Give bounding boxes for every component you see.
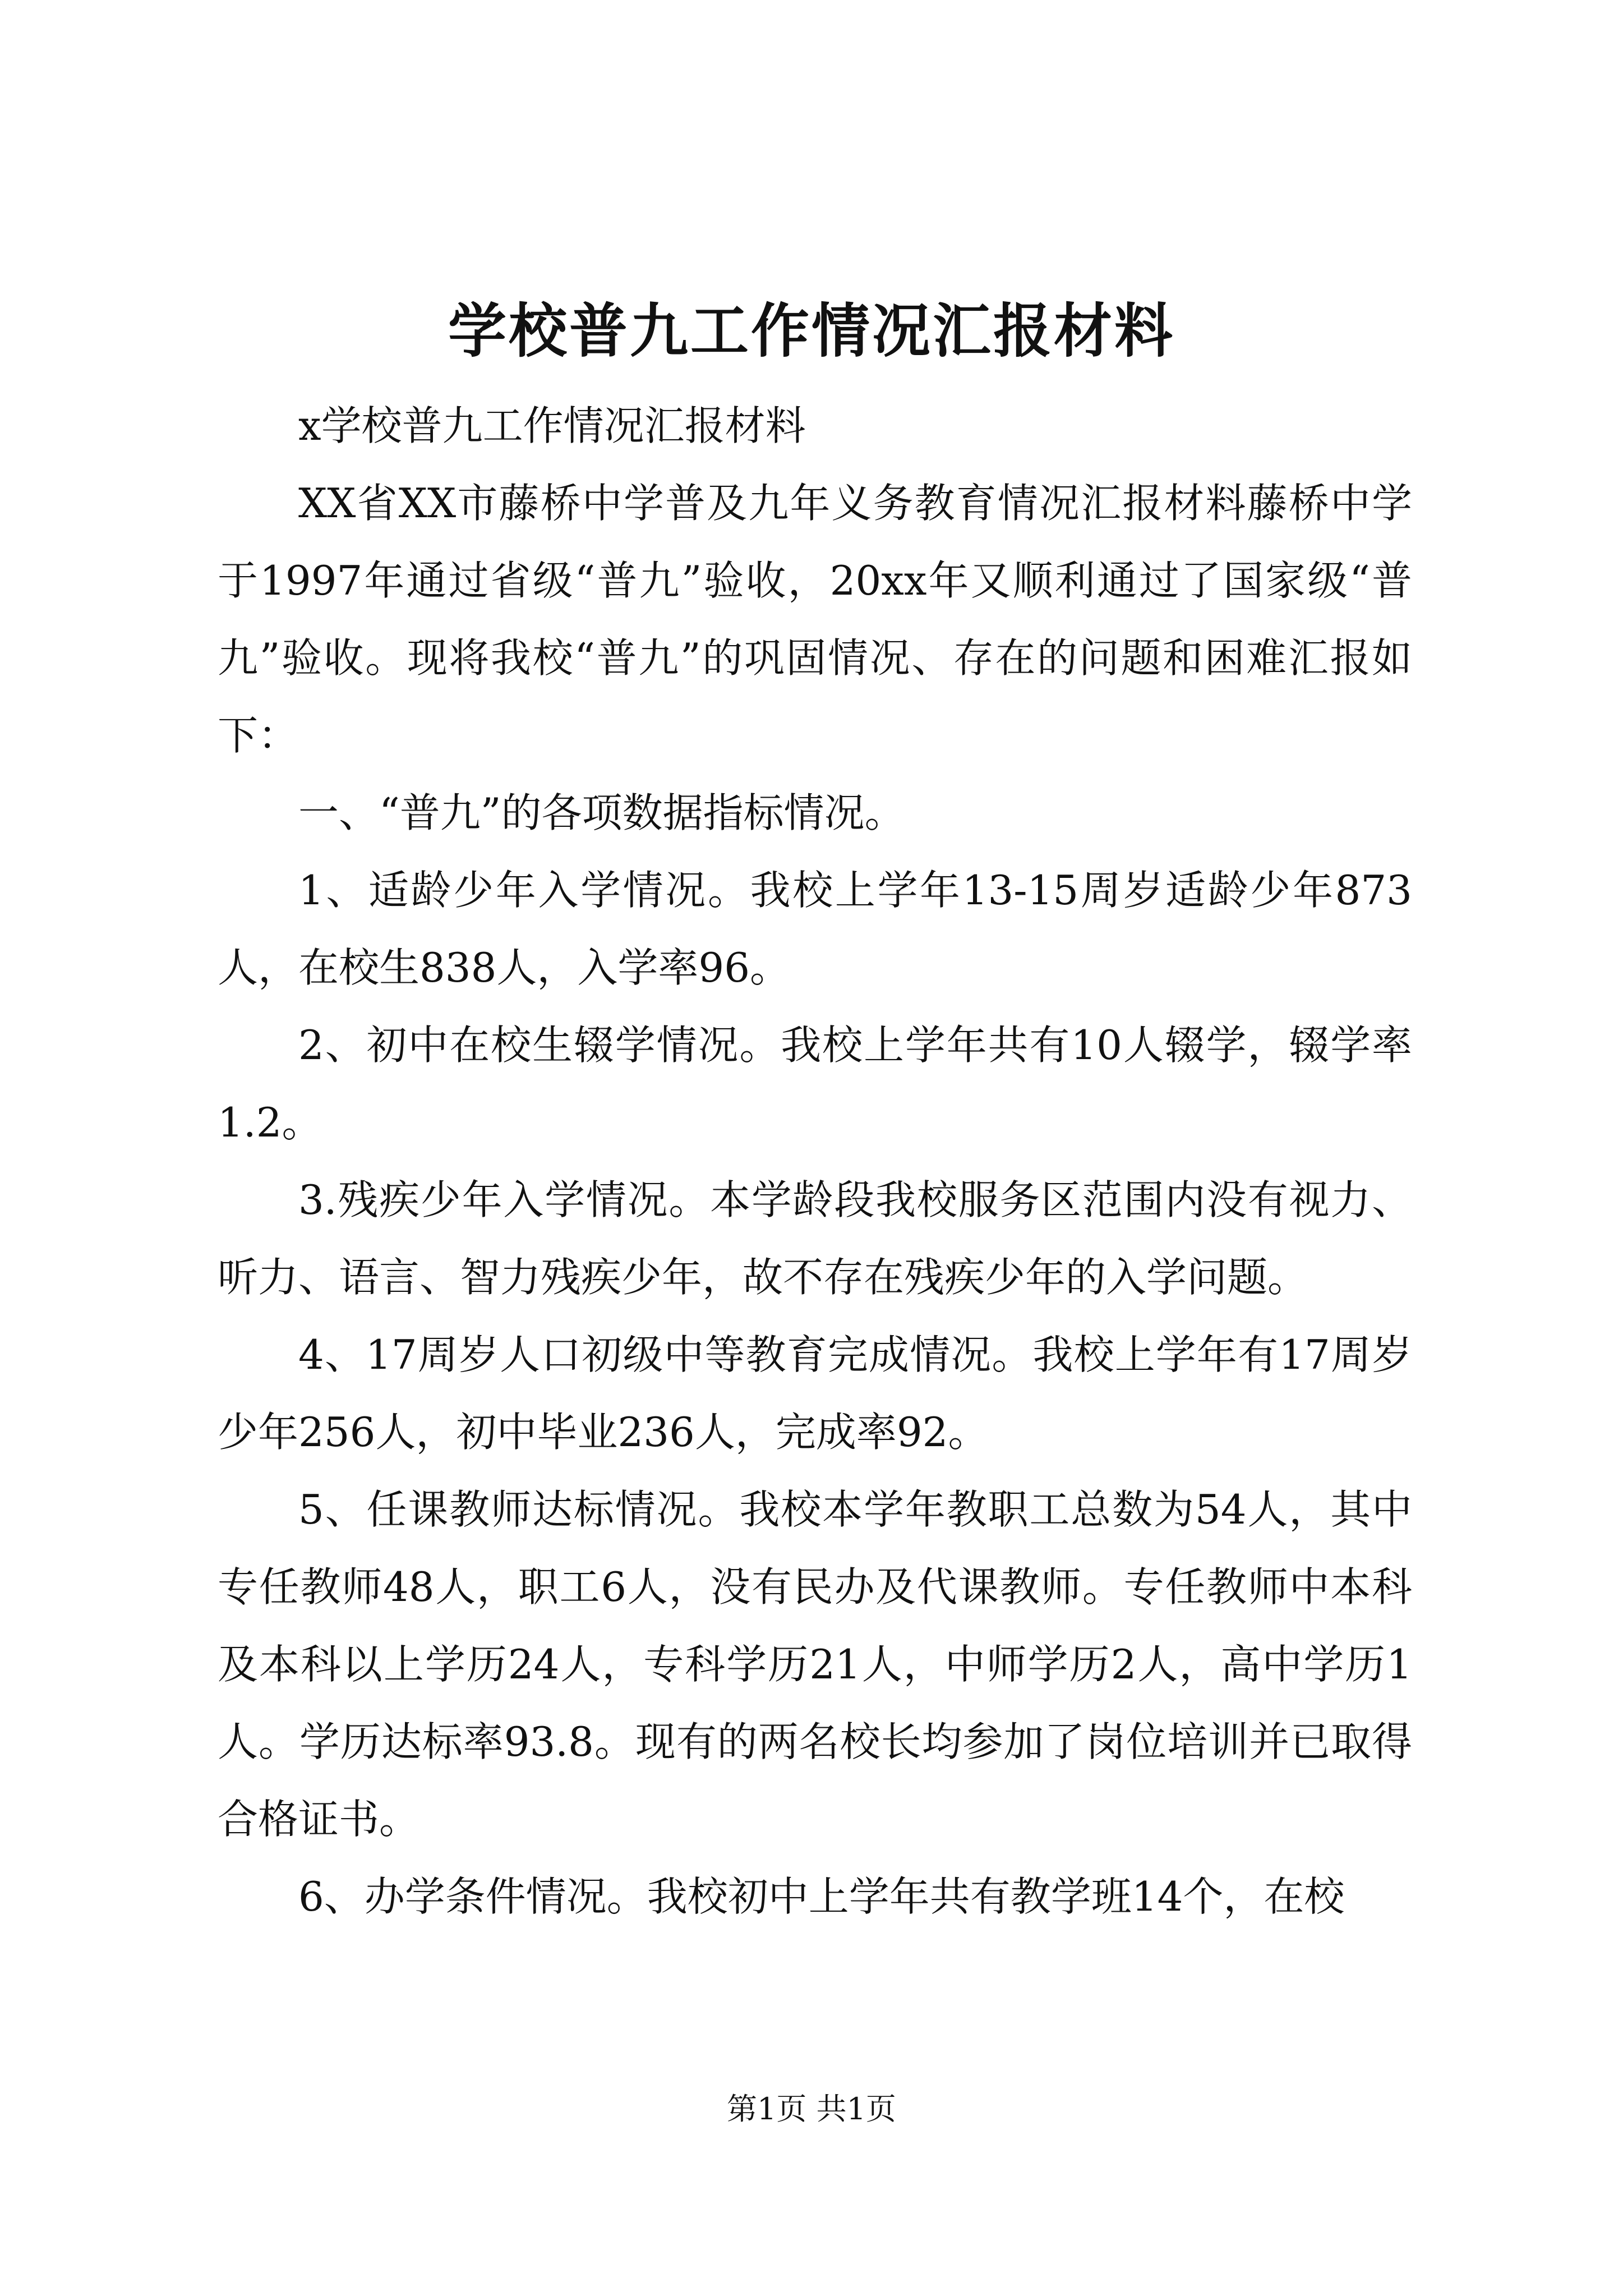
- paragraph-item-1: 1、适龄少年入学情况。我校上学年13-15周岁适龄少年873人，在校生838人，入学率96。: [218, 867, 1412, 991]
- paragraph-item-5: 5、任课教师达标情况。我校本学年教职工总数为54人，其中专任教师48人，职工6人，没有民办及代课教师。专任教师中本科及本科以上学历24人，专科学历21人，中师学历2人，高中学历1人。学历达标率93.8。现有的两名校长均参加了岗位培训并已取得合格证书。: [218, 1486, 1412, 1843]
- document-body: [218, 387, 1412, 1935]
- paragraph-subtitle: x学校普九工作情况汇报材料: [298, 402, 806, 449]
- paragraph-intro: XX省XX市藤桥中学普及九年义务教育情况汇报材料藤桥中学于1997年通过省级“普九”验收，20xx年又顺利通过了国家级“普九”验收。现将我校“普九”的巩固情况、存在的问题和困难汇报如下：: [218, 480, 1412, 759]
- paragraph-item-4: 4、17周岁人口初级中等教育完成情况。我校上学年有17周岁少年256人，初中毕业236人，完成率92。: [218, 1331, 1412, 1456]
- page-footer: 第1页 共1页: [727, 2091, 896, 2127]
- paragraph-item-3: 3.残疾少年入学情况。本学龄段我校服务区范围内没有视力、听力、语言、智力残疾少年，故不存在残疾少年的入学问题。: [218, 1176, 1412, 1301]
- paragraph-item-2: 2、初中在校生辍学情况。我校上学年共有10人辍学，辍学率1.2。: [218, 1022, 1412, 1146]
- section-heading-1: 一、“普九”的各项数据指标情况。: [298, 789, 905, 836]
- paragraph-item-6: 6、办学条件情况。我校初中上学年共有教学班14个，在校: [298, 1873, 1345, 1920]
- document-title: 学校普九工作情况汇报材料: [448, 296, 1175, 365]
